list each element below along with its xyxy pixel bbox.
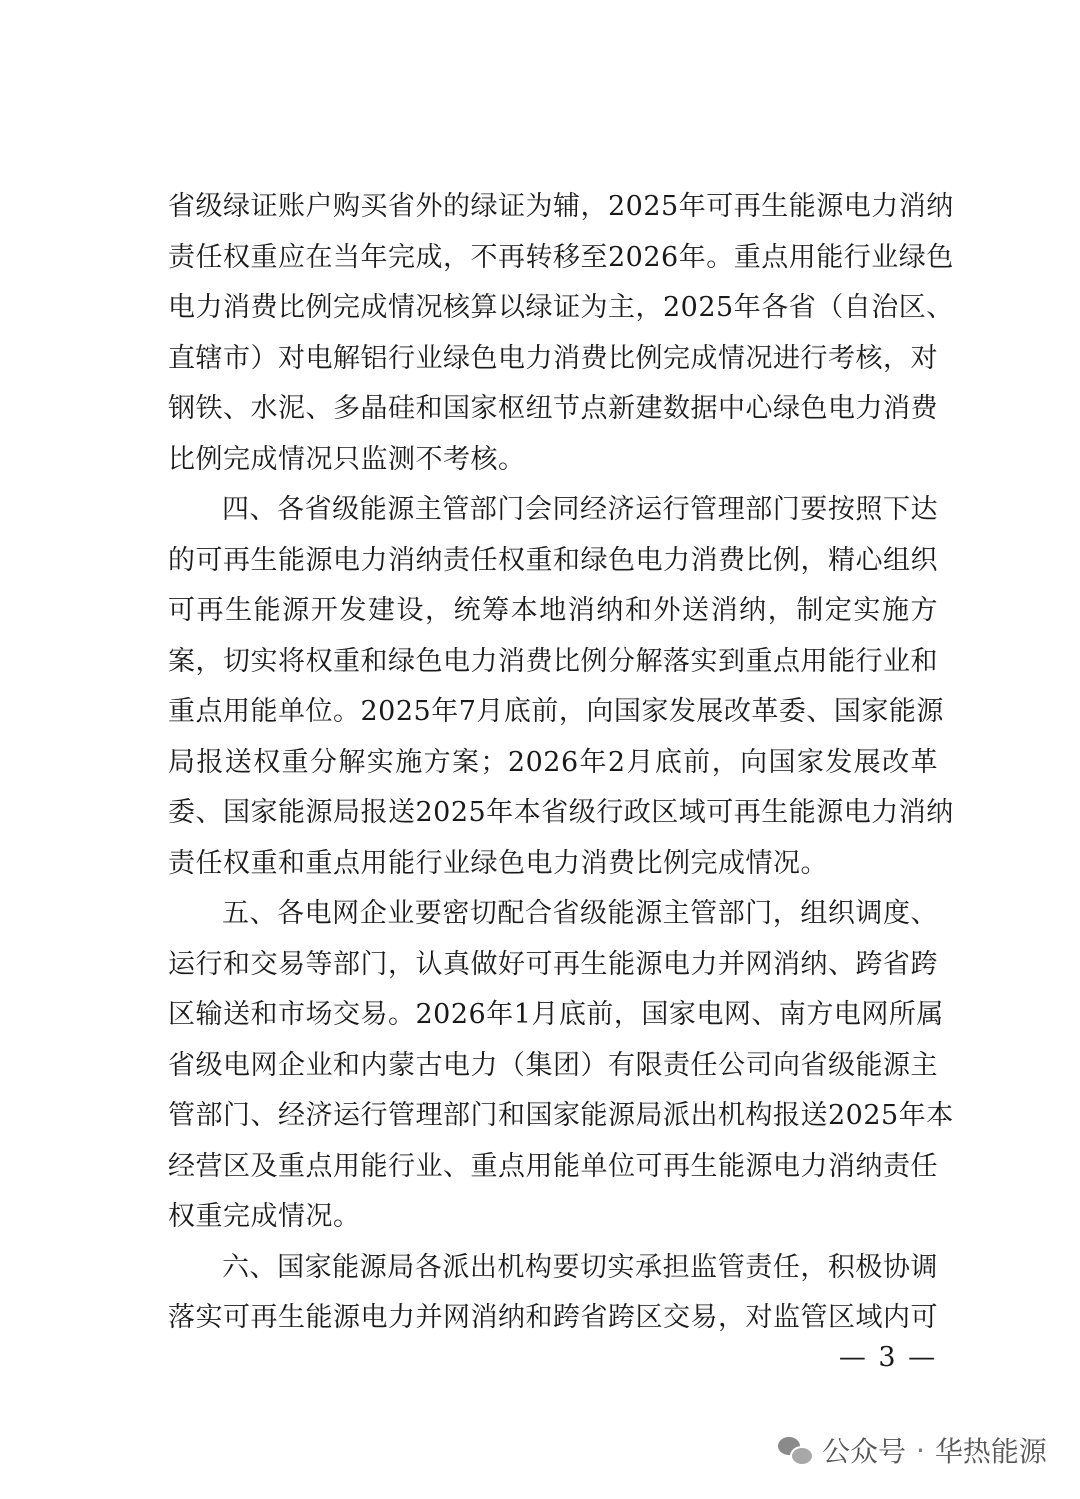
page-number: — 3 — [838, 1342, 938, 1373]
text-line: 经营区及重点用能行业、重点用能单位可再生能源电力消纳责任 [168, 1150, 938, 1182]
text-line: 六、国家能源局各派出机构要切实承担监管责任，积极协调 [222, 1251, 938, 1283]
wechat-watermark [778, 1430, 1047, 1470]
text-line: 的可再生能源电力消纳责任权重和绿色电力消费比例，精心组织 [168, 544, 938, 576]
text-line: 责任权重和重点用能行业绿色电力消费比例完成情况。 [168, 847, 828, 879]
text-line: 四、各省级能源主管部门会同经济运行管理部门要按照下达 [222, 494, 938, 525]
text-line: 落实可再生能源电力并网消纳和跨省跨区交易，对监管区域内可 [168, 1302, 938, 1333]
wechat-icon [778, 1435, 812, 1465]
text-line: 重点用能单位。2025年7月底前，向国家发展改革委、国家能源 [168, 696, 944, 727]
text-line: 省级绿证账户购买省外的绿证为辅，2025年可再生能源电力消纳 [168, 191, 954, 222]
watermark-account: 华热能源 [934, 1435, 1047, 1468]
text-line: 区输送和市场交易。2026年1月底前，国家电网、南方电网所属 [168, 999, 944, 1030]
text-line: 省级电网企业和内蒙古电力（集团）有限责任公司向省级能源主 [168, 1049, 938, 1081]
text-line: 钢铁、水泥、多晶硅和国家枢纽节点新建数据中心绿色电力消费 [168, 393, 938, 424]
body-text [168, 182, 954, 1344]
text-line: 可再生能源开发建设，统筹本地消纳和外送消纳，制定实施方 [168, 595, 938, 626]
text-line: 权重完成情况。 [168, 1201, 361, 1232]
text-line: 案，切实将权重和绿色电力消费比例分解落实到重点用能行业和 [168, 645, 938, 677]
text-line: 责任权重应在当年完成，不再转移至2026年。重点用能行业绿色 [168, 241, 954, 273]
text-line: 五、各电网企业要密切配合省级能源主管部门，组织调度、 [222, 898, 938, 929]
text-line: 运行和交易等部门，认真做好可再生能源电力并网消纳、跨省跨 [168, 948, 938, 980]
watermark-separator: · [916, 1433, 925, 1467]
watermark-label: 公众号 [822, 1435, 907, 1468]
text-line: 直辖市）对电解铝行业绿色电力消费比例完成情况进行考核，对 [168, 342, 938, 374]
text-line: 委、国家能源局报送2025年本省级行政区域可再生能源电力消纳 [168, 797, 954, 828]
text-line: 电力消费比例完成情况核算以绿证为主，2025年各省（自治区、 [168, 292, 954, 323]
text-line: 比例完成情况只监测不考核。 [168, 443, 526, 475]
text-line: 局报送权重分解实施方案；2026年2月底前，向国家发展改革 [168, 746, 938, 778]
text-line: 管部门、经济运行管理部门和国家能源局派出机构报送2025年本 [168, 1100, 954, 1131]
